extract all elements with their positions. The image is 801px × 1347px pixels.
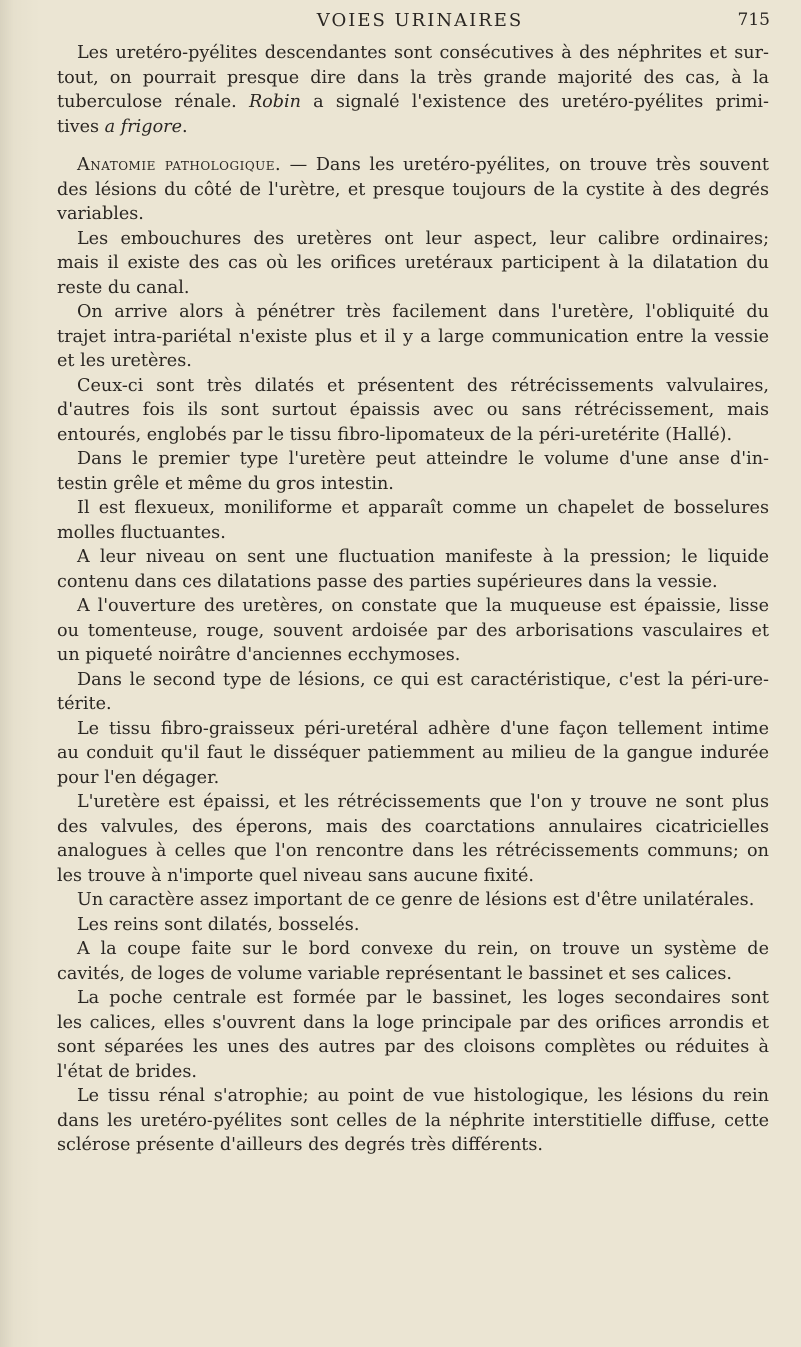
text-line bbox=[57, 1060, 769, 1085]
paragraph bbox=[57, 496, 769, 545]
text-line bbox=[57, 619, 769, 644]
paragraph bbox=[57, 888, 769, 913]
line-text: un piqueté noirâtre d'anciennes ecchymoses. bbox=[57, 645, 461, 665]
line-text: Un caractère assez important de ce genre de lésions est d'être unilatérales. bbox=[77, 890, 755, 910]
text-line bbox=[57, 864, 769, 889]
line-text: des lésions du côté de l'urètre, et presque toujours de la cystite à des degrés bbox=[57, 179, 769, 200]
line-text: Le tissu rénal s'atrophie; au point de vue histologique, les lésions du rein bbox=[77, 1086, 769, 1106]
text-line bbox=[57, 153, 769, 178]
line-text: les calices, elles s'ouvrent dans la loge principale par des orifices arrondis et bbox=[57, 1012, 769, 1033]
text-line bbox=[57, 766, 769, 791]
text-line bbox=[57, 276, 769, 301]
line-text: d'autres fois ils sont surtout épaissis avec ou sans rétrécissement, mais bbox=[57, 400, 769, 420]
text-line bbox=[57, 227, 769, 252]
text-line bbox=[57, 496, 769, 521]
paragraph bbox=[57, 937, 769, 986]
text-line bbox=[57, 668, 769, 693]
line-text: dans les uretéro-pyélites sont celles de la néphrite interstitielle diffuse, cette bbox=[57, 1110, 769, 1131]
paragraph bbox=[57, 790, 769, 888]
text-line bbox=[57, 300, 769, 325]
line-text: mais il existe des cas où les orifices uretéraux participent à la dilatation du bbox=[57, 253, 769, 273]
line-text: A leur niveau on sent une fluctuation manifeste à la pression; le liquide bbox=[77, 547, 769, 567]
text-line bbox=[57, 962, 769, 987]
paragraph bbox=[57, 153, 769, 227]
line-text: Les reins sont dilatés, bosselés. bbox=[77, 914, 360, 935]
text-line bbox=[57, 447, 769, 472]
text-line bbox=[57, 643, 769, 668]
line-text: tout, on pourrait presque dire dans la très grande majorité des cas, à la bbox=[57, 67, 769, 88]
paragraph bbox=[57, 668, 769, 717]
line-text: contenu dans ces dilatations passe des parties supérieures dans la vessie. bbox=[57, 571, 718, 592]
paragraph bbox=[57, 717, 769, 791]
line-text: A la coupe faite sur le bord convexe du rein, on trouve un système de bbox=[77, 939, 769, 959]
line-text: analogues à celles que l'on rencontre dans les rétrécissements communs; on bbox=[57, 841, 769, 861]
line-text: molles fluctuantes. bbox=[57, 522, 226, 543]
text-line bbox=[57, 251, 769, 276]
line-text: ou tomenteuse, rouge, souvent ardoisée par des arborisations vasculaires et bbox=[57, 620, 769, 641]
text-line bbox=[57, 790, 769, 815]
text-line bbox=[57, 423, 769, 448]
line-text: Il est flexueux, moniliforme et apparaît comme un chapelet de bosselures bbox=[77, 498, 769, 518]
line-text: L'uretère est épaissi, et les rétrécissements que l'on y trouve ne sont plus bbox=[77, 792, 769, 812]
line-text: tuberculose rénale. bbox=[57, 92, 249, 112]
italic-term: Robin bbox=[248, 92, 301, 112]
line-text: testin grêle et même du gros intestin. bbox=[57, 473, 394, 494]
text-line bbox=[57, 521, 769, 546]
paragraph bbox=[57, 41, 769, 139]
text-line bbox=[57, 986, 769, 1011]
body-text bbox=[57, 41, 769, 1158]
text-line bbox=[57, 202, 769, 227]
paragraph bbox=[57, 913, 769, 938]
line-text: au conduit qu'il faut le disséquer patiemment au milieu de la gangue indurée bbox=[57, 743, 769, 763]
text-line bbox=[57, 178, 769, 203]
paragraph bbox=[57, 374, 769, 448]
paragraph bbox=[57, 1084, 769, 1158]
paragraph bbox=[57, 300, 769, 374]
text-line bbox=[57, 115, 769, 140]
line-text: a signalé l'existence des uretéro-pyélites primi- bbox=[301, 92, 769, 112]
text-line bbox=[57, 570, 769, 595]
line-text: La poche centrale est formée par le bassinet, les loges secondaires sont bbox=[77, 988, 769, 1008]
line-text: et les uretères. bbox=[57, 351, 192, 371]
line-text: On arrive alors à pénétrer très facilement dans l'uretère, l'obliquité du bbox=[77, 302, 769, 322]
text-line bbox=[57, 741, 769, 766]
text-line bbox=[57, 472, 769, 497]
line-text: . bbox=[181, 116, 188, 137]
line-text: cavités, de loges de volume variable représentant le bassinet et ses calices. bbox=[57, 963, 733, 984]
text-line bbox=[57, 90, 769, 115]
line-text: — Dans les uretéro-pyélites, on trouve très souvent bbox=[281, 155, 769, 175]
line-text: Les embouchures des uretères ont leur aspect, leur calibre ordinaires; bbox=[77, 228, 769, 249]
text-line bbox=[57, 839, 769, 864]
text-line bbox=[57, 1035, 769, 1060]
line-text: l'état de brides. bbox=[57, 1061, 197, 1082]
line-text: tives bbox=[57, 116, 105, 137]
line-text: Les uretéro-pyélites descendantes sont consécutives à des néphrites et sur- bbox=[77, 43, 769, 63]
line-text: variables. bbox=[57, 204, 144, 224]
paragraph bbox=[57, 986, 769, 1084]
text-line bbox=[57, 374, 769, 399]
text-line bbox=[57, 717, 769, 742]
text-line bbox=[57, 815, 769, 840]
paragraph bbox=[57, 594, 769, 668]
line-text: Le tissu fibro-graisseux péri-uretéral adhère d'une façon tellement intime bbox=[77, 718, 769, 739]
text-line bbox=[57, 545, 769, 570]
line-text: les trouve à n'importe quel niveau sans aucune fixité. bbox=[57, 865, 535, 886]
text-line bbox=[57, 1084, 769, 1109]
text-line bbox=[57, 325, 769, 350]
text-line bbox=[57, 41, 769, 66]
line-text: entourés, englobés par le tissu fibro-lipomateux de la péri-uretérite (Hallé). bbox=[57, 424, 733, 445]
text-line bbox=[57, 937, 769, 962]
running-title: VOIES URINAIRES bbox=[316, 10, 524, 31]
italic-term: a frigore bbox=[104, 116, 182, 137]
section-heading: Anatomie pathologique. bbox=[77, 155, 282, 175]
line-text: Ceux-ci sont très dilatés et présentent des rétrécissements valvulaires, bbox=[77, 375, 769, 396]
paragraph bbox=[57, 227, 769, 301]
line-text: Dans le premier type l'uretère peut atteindre le volume d'une anse d'in- bbox=[77, 449, 769, 469]
line-text: A l'ouverture des uretères, on constate que la muqueuse est épaissie, lisse bbox=[77, 596, 769, 616]
paragraph bbox=[57, 447, 769, 496]
section-gap bbox=[57, 139, 769, 153]
text-line bbox=[57, 349, 769, 374]
line-text: des valvules, des éperons, mais des coarctations annulaires cicatricielles bbox=[57, 816, 769, 837]
text-line bbox=[57, 888, 769, 913]
text-line bbox=[57, 398, 769, 423]
line-text: reste du canal. bbox=[57, 277, 190, 298]
text-line bbox=[57, 1133, 769, 1158]
text-line bbox=[57, 692, 769, 717]
line-text: pour l'en dégager. bbox=[57, 767, 220, 788]
page-number: 715 bbox=[737, 10, 770, 30]
text-line bbox=[57, 1011, 769, 1036]
text-line bbox=[57, 1109, 769, 1134]
paragraph bbox=[57, 545, 769, 594]
line-text: térite. bbox=[57, 694, 112, 714]
page-header bbox=[70, 8, 770, 34]
text-line bbox=[57, 66, 769, 91]
line-text: Dans le second type de lésions, ce qui est caractéristique, c'est la péri-ure- bbox=[77, 669, 769, 690]
text-line bbox=[57, 594, 769, 619]
line-text: sont séparées les unes des autres par des cloisons complètes ou réduites à bbox=[57, 1037, 769, 1057]
line-text: trajet intra-pariétal n'existe plus et il y a large communication entre la vessie bbox=[57, 326, 769, 347]
line-text: sclérose présente d'ailleurs des degrés très différents. bbox=[57, 1135, 543, 1155]
text-line bbox=[57, 913, 769, 938]
